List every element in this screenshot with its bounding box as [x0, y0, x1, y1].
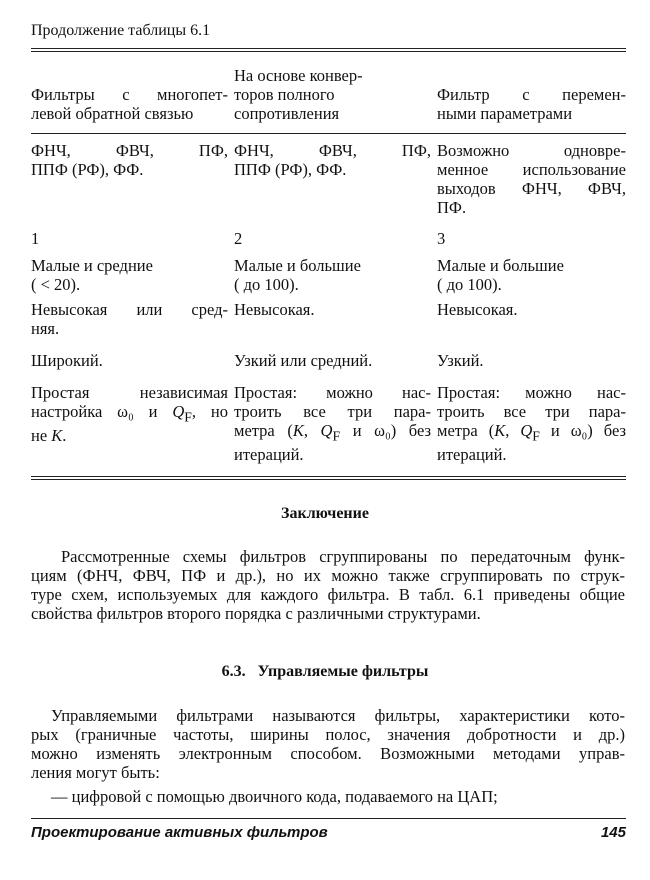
bullet-item: [51, 787, 591, 806]
header-cell-variable: [437, 52, 626, 133]
table-row: [31, 294, 626, 338]
header-text: ными параметрами: [437, 104, 573, 123]
cell-text: Малые и средние: [31, 256, 153, 275]
table-cell: [437, 225, 626, 248]
cell-text: выходов ФНЧ, ФВЧ,: [437, 179, 626, 198]
table-row: [31, 248, 626, 294]
table-header-row: [31, 52, 626, 133]
bullet-text: — цифровой с помощью двоичного кода, подаваемого на ЦАП;: [51, 787, 498, 806]
table-cell: [234, 134, 437, 225]
table-cell: [234, 248, 437, 294]
paragraph-line: Рассмотренные схемы фильтров сгруппированы по передаточным функ-: [61, 547, 625, 566]
header-text: сопротивления: [234, 104, 340, 123]
paragraph-line: ления могут быть:: [31, 763, 160, 782]
table-row: [31, 370, 626, 476]
table-cell: [234, 338, 437, 370]
table-cell: [437, 370, 626, 476]
cell-text: итераций.: [234, 445, 304, 465]
cell-text: Невысокая.: [437, 300, 518, 319]
paragraph-line: циям (ФНЧ, ФВЧ, ПФ и др.), но их можно также сгруппировать по струк-: [31, 566, 625, 585]
table-cell: [31, 225, 234, 248]
cell-text: ФНЧ, ФВЧ, ПФ,: [234, 141, 431, 160]
cell-text: настройка ω₀ и $Q_F$, но: [31, 402, 228, 425]
cell-text: ( до 100).: [437, 275, 502, 294]
paragraph-line: можно изменять электронным способом. Возможными методами управ-: [31, 744, 625, 763]
page-number: 145: [600, 824, 626, 841]
table-row: [31, 225, 626, 248]
table-row: [31, 134, 626, 225]
cell-text: троить все три пара-: [234, 402, 431, 421]
cell-text: ( до 100).: [234, 275, 299, 294]
cell-text: 1: [31, 229, 40, 248]
header-cell-converter: [234, 52, 437, 133]
cell-text: Малые и большие: [437, 256, 564, 275]
table-cell: [31, 134, 234, 225]
cell-text: Узкий.: [437, 351, 484, 370]
cell-text: ФНЧ, ФВЧ, ПФ,: [31, 141, 228, 160]
table-cell: [437, 338, 626, 370]
cell-text: Узкий или средний.: [234, 351, 373, 370]
header-text: Фильтр с перемен-: [437, 85, 626, 104]
paragraph-line: Управляемыми фильтрами называются фильтры, характеристики кото-: [51, 706, 625, 725]
table-cell: [234, 294, 437, 338]
cell-text: ПФ.: [437, 198, 467, 217]
paragraph-line: туре схем, используемых для каждого фильтра. В табл. 6.1 приведены общие: [31, 585, 625, 604]
cell-text: метра (K, $Q_F$ и ω₀) без: [234, 421, 431, 444]
footer-book-title: Проектирование активных фильтров: [31, 824, 328, 841]
table-cell: [234, 225, 437, 248]
conclusion-heading: Заключение: [281, 505, 369, 522]
cell-text: итераций.: [437, 445, 507, 465]
cell-text: менное использование: [437, 160, 626, 179]
table-cell: [437, 134, 626, 225]
table-cell: [31, 370, 234, 476]
table-bottom-rule: [31, 476, 626, 480]
conclusion-paragraph: [31, 547, 625, 623]
header-text: На основе конвер-: [234, 66, 363, 85]
table-cell: [234, 370, 437, 476]
cell-text: 3: [437, 229, 446, 248]
paragraph-line: рых (граничные частоты, ширины полос, значения добротности и др.): [31, 725, 625, 744]
header-text: торов полного: [234, 85, 335, 104]
paragraph-line: свойства фильтров второго порядка с различными структурами.: [31, 604, 481, 623]
cell-text: не K.: [31, 426, 67, 446]
table-cell: [437, 248, 626, 294]
table-caption: Продолжение таблицы 6.1: [31, 22, 211, 39]
cell-text: Невысокая.: [234, 300, 315, 319]
table-cell: [31, 294, 234, 338]
cell-text: Широкий.: [31, 351, 103, 370]
cell-text: Малые и большие: [234, 256, 361, 275]
cell-text: метра (K, $Q_F$ и ω₀) без: [437, 421, 626, 444]
comparison-table: [31, 48, 626, 480]
cell-text: Невысокая или сред-: [31, 300, 228, 319]
cell-text: Простая: можно нас-: [234, 383, 431, 402]
table-cell: [437, 294, 626, 338]
header-text: Фильтры с многопет-: [31, 85, 228, 104]
table-cell: [31, 248, 234, 294]
section-paragraph: [31, 706, 625, 782]
cell-text: няя.: [31, 319, 60, 338]
header-text: левой обратной связью: [31, 104, 194, 123]
table-cell: [31, 338, 234, 370]
cell-text: ППФ (РФ), ФФ.: [234, 160, 347, 179]
cell-text: 2: [234, 229, 243, 248]
section-heading: 6.3. Управляемые фильтры: [221, 663, 429, 680]
cell-text: ( < 20).: [31, 275, 81, 294]
cell-text: Возможно одновре-: [437, 141, 626, 160]
cell-text: троить все три пара-: [437, 402, 626, 421]
cell-text: Простая: можно нас-: [437, 383, 626, 402]
header-cell-multiloop: [31, 52, 234, 133]
table-row: [31, 338, 626, 370]
footer-rule: [31, 818, 626, 819]
cell-text: ППФ (РФ), ФФ.: [31, 160, 144, 179]
cell-text: Простая независимая: [31, 383, 228, 402]
